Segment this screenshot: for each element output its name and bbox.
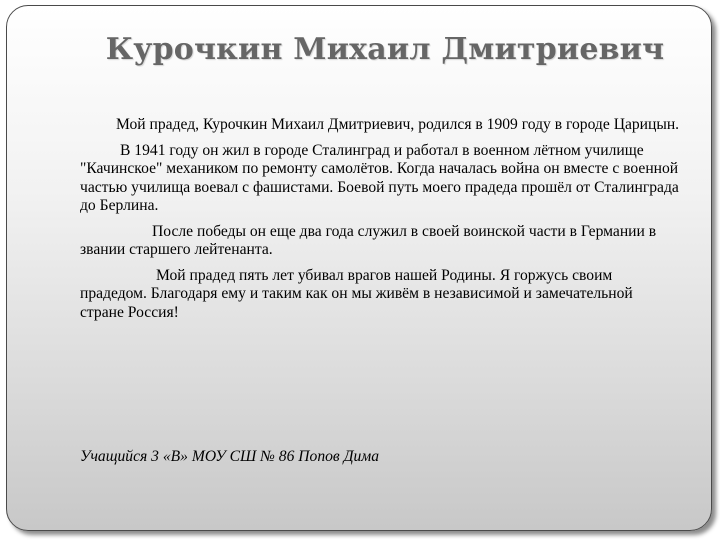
author-signature: Учащийся 3 «В» МОУ СШ № 86 Попов Дима bbox=[80, 448, 380, 465]
paragraph-war: В 1941 году он жил в городе Сталинград и работал в военном лётном училище "Качинское" механиком по ремонту самолётов. Когда началась война он вместе с военной частью училища воевал с фашистами. Боевой путь моего прадеда прошёл от Сталинграда до Берлина. bbox=[80, 141, 679, 214]
slide bbox=[6, 5, 712, 531]
slide-body bbox=[80, 116, 680, 329]
slide-title: Курочкин Михаил Дмитриевич bbox=[105, 32, 665, 67]
paragraph-pride: Мой прадед пять лет убивал врагов нашей Родины. Я горжусь своим прадедом. Благодаря ему и таким как он мы живём в независимой и замечательной стране Россия! bbox=[80, 266, 633, 321]
paragraph-birth: Мой прадед, Курочкин Михаил Дмитриевич, родился в 1909 году в городе Царицын. bbox=[116, 116, 680, 133]
paragraph-after-victory: После победы он еще два года служил в своей воинской части в Германии в звании старшего лейтенанта. bbox=[80, 222, 657, 258]
